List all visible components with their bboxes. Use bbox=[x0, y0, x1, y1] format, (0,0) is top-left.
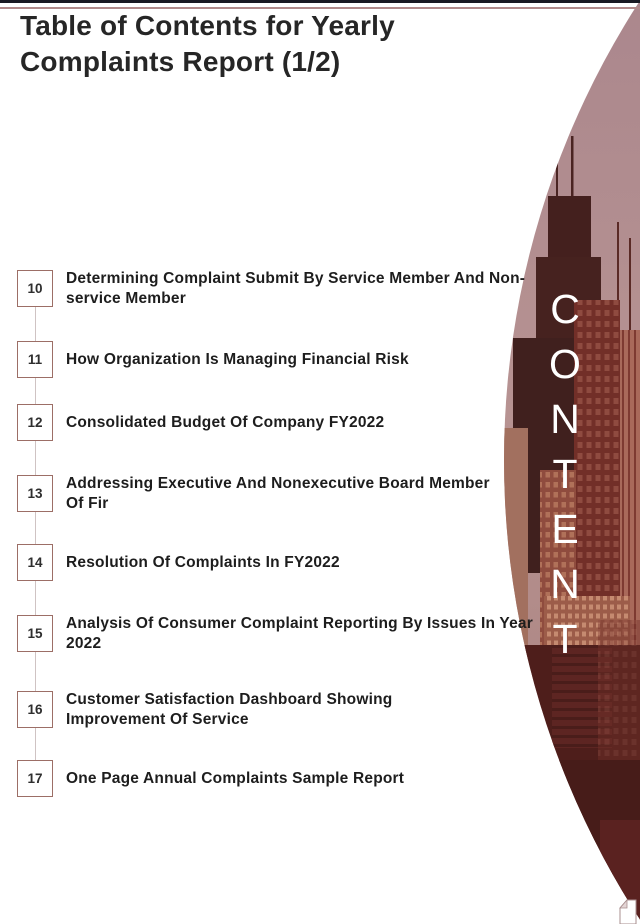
toc-item-label: One Page Annual Complaints Sample Report bbox=[66, 769, 405, 787]
toc-number-box bbox=[17, 691, 53, 728]
toc-number-box bbox=[17, 475, 53, 512]
toc-row bbox=[17, 690, 491, 729]
toc-number: 15 bbox=[27, 626, 43, 641]
page-title: Table of Contents for Yearly Complaints Report (1/2) bbox=[20, 10, 395, 77]
toc-row bbox=[17, 269, 546, 308]
toc-number-box bbox=[17, 615, 53, 652]
toc-item-label: Addressing Executive And Nonexecutive Board Member Of Fir bbox=[66, 475, 490, 512]
toc-item-label: Consolidated Budget Of Company FY2022 bbox=[66, 413, 385, 431]
toc-number: 12 bbox=[27, 415, 43, 430]
toc-number-box bbox=[17, 270, 53, 307]
toc-number-box bbox=[17, 341, 53, 378]
toc-row bbox=[17, 474, 491, 513]
toc-row bbox=[17, 614, 557, 653]
toc-row bbox=[17, 341, 409, 378]
toc-row bbox=[17, 544, 340, 581]
toc-number: 13 bbox=[27, 486, 43, 501]
top-rule-dark bbox=[0, 0, 640, 3]
top-rule-rose bbox=[0, 7, 640, 9]
toc-row bbox=[17, 760, 404, 797]
toc-number: 14 bbox=[27, 555, 43, 570]
toc-item-label: How Organization Is Managing Financial Risk bbox=[66, 350, 409, 368]
content-vertical-label: CONTENT bbox=[542, 286, 588, 671]
toc-row bbox=[17, 404, 384, 441]
toc-item-label: Analysis Of Consumer Complaint Reporting By Issues In Year 2022 bbox=[66, 615, 533, 652]
toc-number: 10 bbox=[27, 281, 43, 296]
toc-item-label: Determining Complaint Submit By Service Member And Non-service Member bbox=[66, 270, 526, 307]
toc-item-label: Customer Satisfaction Dashboard Showing Improvement Of Service bbox=[66, 691, 393, 728]
toc-item-label: Resolution Of Complaints In FY2022 bbox=[66, 553, 340, 571]
toc-number: 11 bbox=[27, 352, 43, 367]
toc-number-box bbox=[17, 404, 53, 441]
toc-number-box bbox=[17, 760, 53, 797]
toc-number: 17 bbox=[27, 771, 43, 786]
toc-number: 16 bbox=[27, 702, 43, 717]
toc-number-box bbox=[17, 544, 53, 581]
page-curl-icon bbox=[620, 900, 636, 924]
